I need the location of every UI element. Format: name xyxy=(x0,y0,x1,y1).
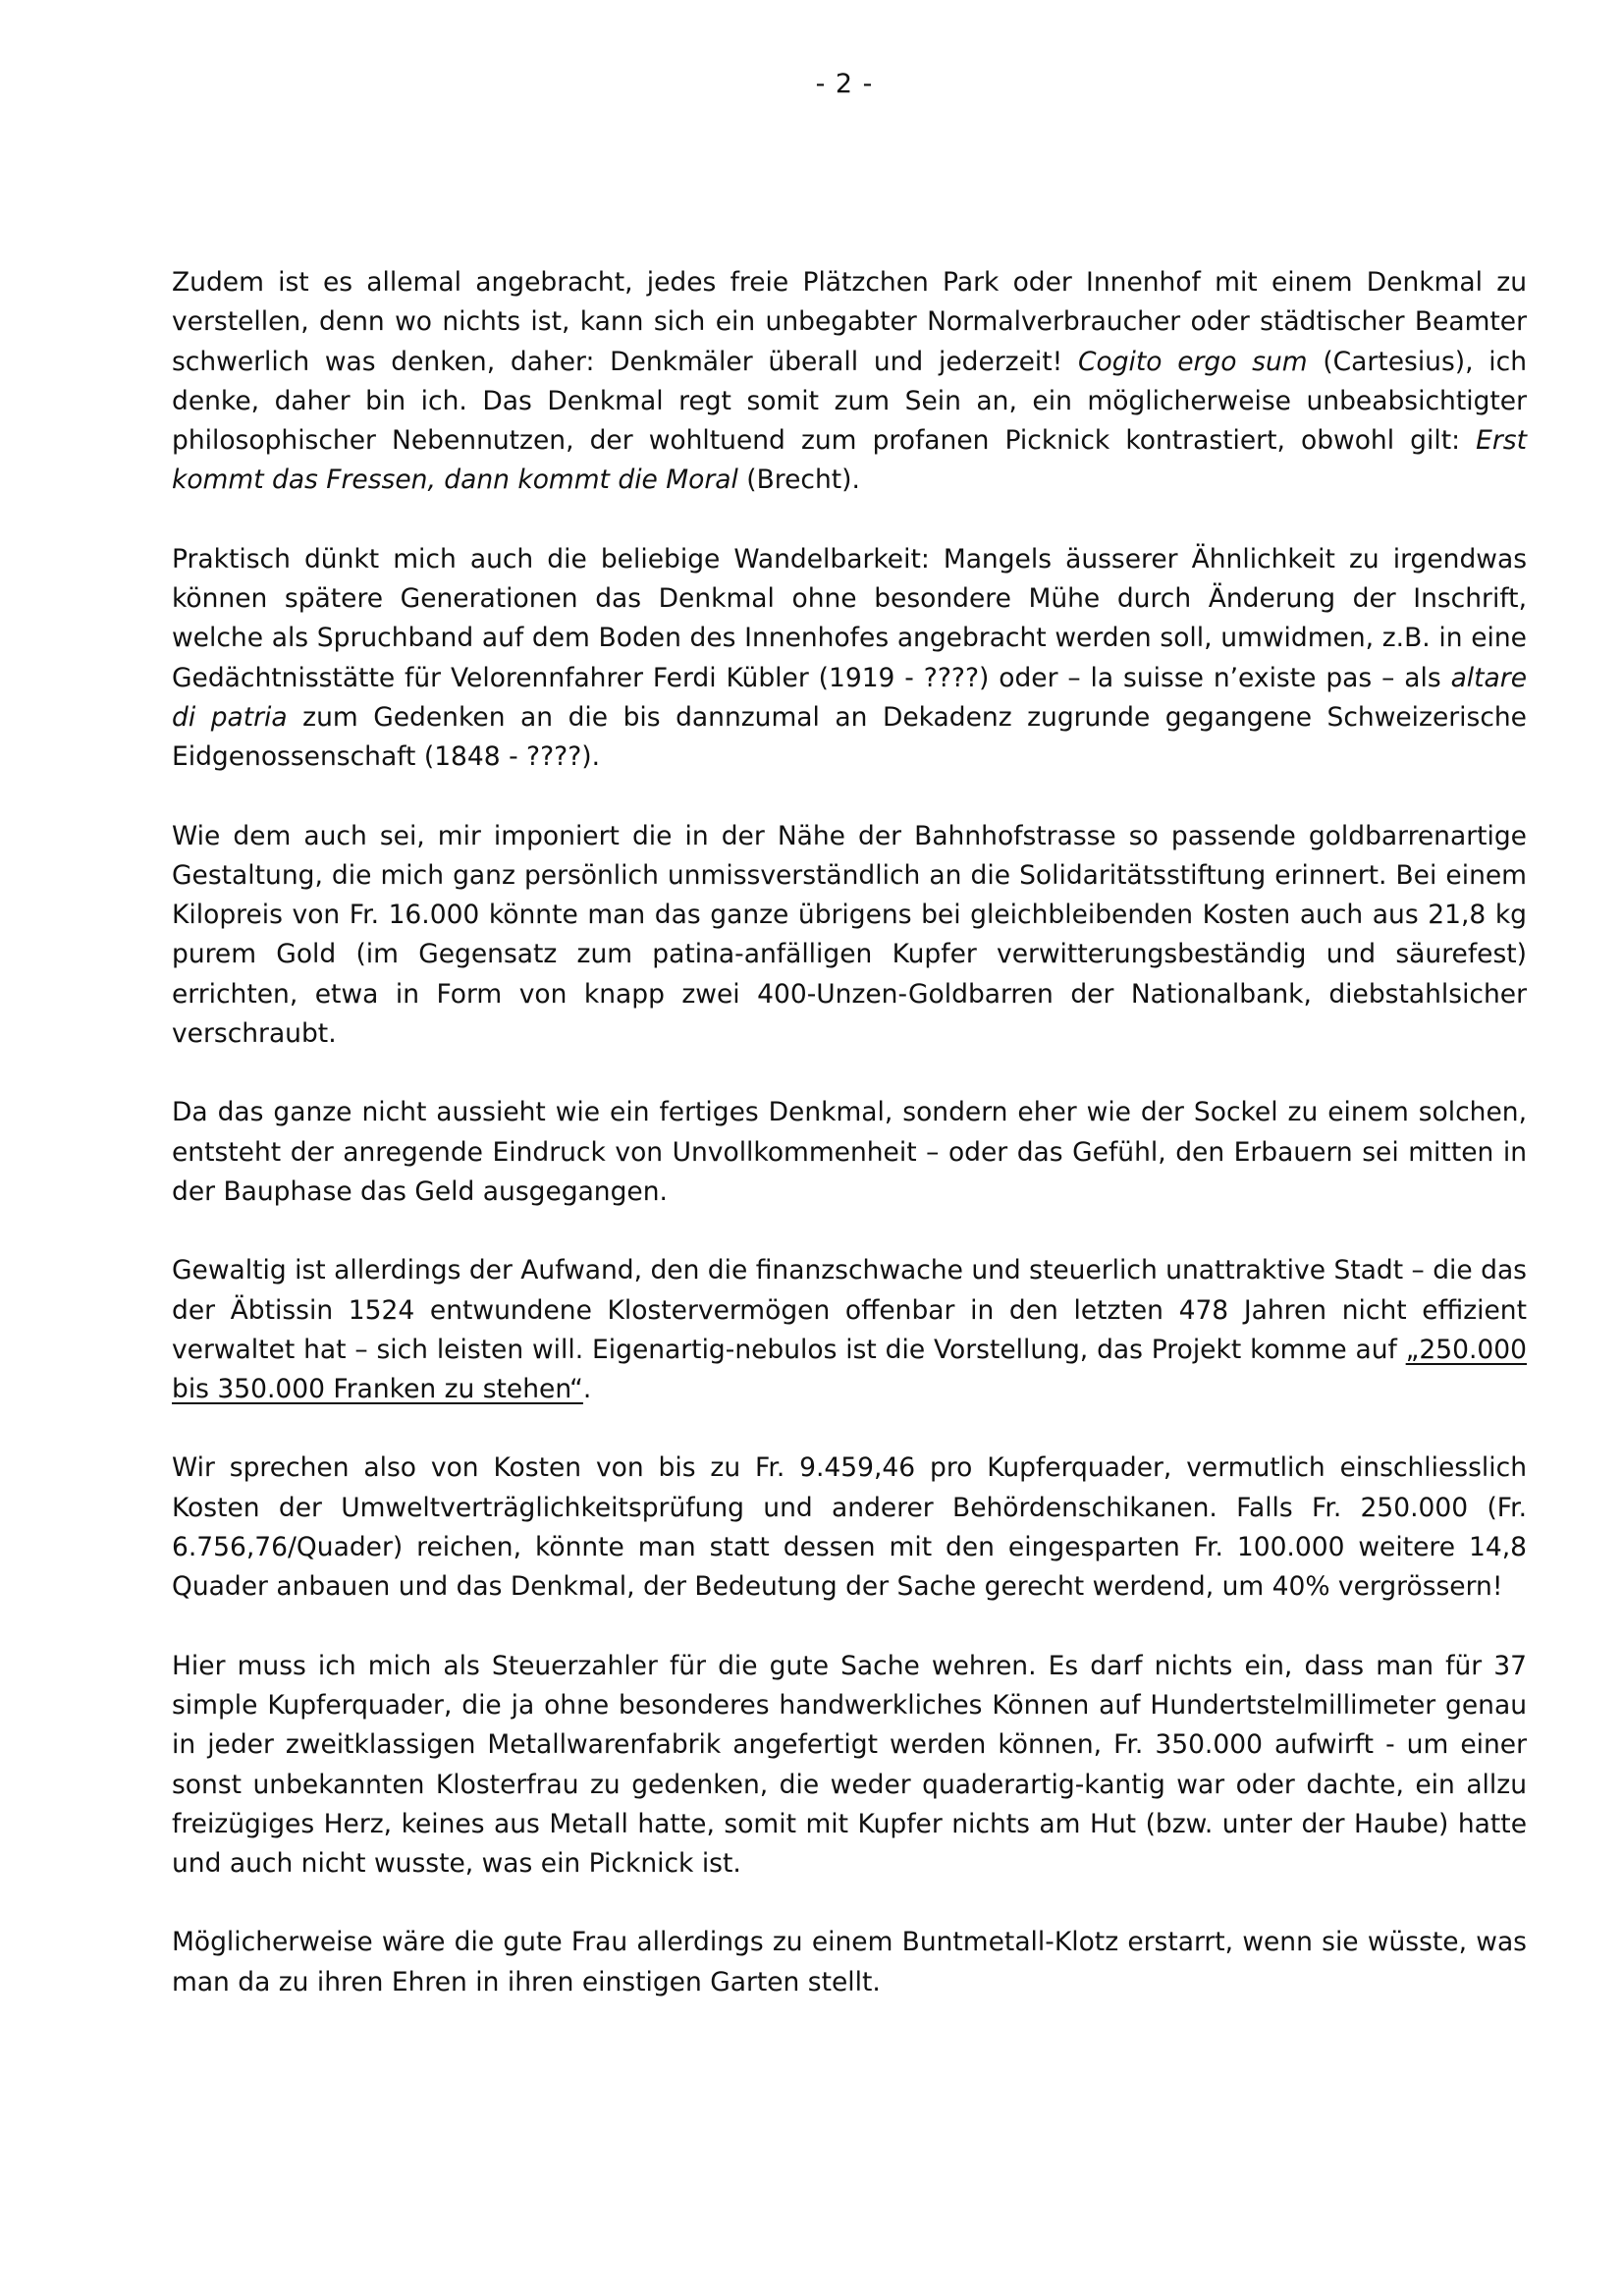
italic-text: Cogito ergo sum xyxy=(1077,346,1308,377)
italic-text: Erst kommt das Fressen, dann kommt die Moral xyxy=(172,425,1527,496)
text-segment: zum Gedenken an die bis dannzumal an Dekadenz zugrunde gegangene Schweizerische Eidgenossenschaft (1848 - ????). xyxy=(172,701,1527,773)
underlined-quote: „250.000 bis 350.000 Franken zu stehen“ xyxy=(172,1334,1527,1405)
text-segment: Gewaltig ist allerdings der Aufwand, den die finanzschwache und steuerlich unattraktive Stadt – die das der Äbtissin 1524 entwundene Klostervermögen offenbar in den letzten 478 Jahren nicht effizient verwaltet hat – sich leisten will. Eigenartig-nebulos ist die Vorstellung, das Projekt komme auf xyxy=(172,1255,1527,1365)
text-segment: (Brecht). xyxy=(737,465,860,496)
paragraph xyxy=(172,817,1527,1055)
paragraph xyxy=(172,1647,1527,1885)
text-segment: . xyxy=(582,1374,592,1405)
italic-text: altare di patria xyxy=(172,662,1527,733)
paragraph xyxy=(172,263,1527,501)
paragraph xyxy=(172,1093,1527,1212)
page-number: - 2 - xyxy=(815,69,874,99)
paragraph xyxy=(172,1251,1527,1409)
paragraph xyxy=(172,540,1527,778)
text-segment: (Cartesius), ich denke, daher bin ich. Das Denkmal regt somit zum Sein an, ein möglicherweise unbeabsichtigter philosophischer Nebennutzen, der wohltuend zum profanen Picknick kontrastiert, obwohl gilt: xyxy=(172,346,1527,457)
text-segment: Möglicherweise wäre die gute Frau allerdings zu einem Buntmetall-Klotz erstarrt, wenn sie wüsste, was man da zu ihren Ehren in ihren einstigen Garten stellt. xyxy=(172,1927,1527,1997)
text-segment: Zudem ist es allemal angebracht, jedes freie Plätzchen Park oder Innenhof mit einem Denkmal zu verstellen, denn wo nichts ist, kann sich ein unbegabter Normalverbraucher oder städtischer Beamter schwerlich was denken, daher: Denkmäler überall und jederzeit! xyxy=(172,267,1527,377)
text-segment: Hier muss ich mich als Steuerzahler für die gute Sache wehren. Es darf nichts ein, dass man für 37 simple Kupferquader, die ja ohne besonderes handwerkliches Können auf Hundertstelmillimeter genau in jeder zweitklassigen Metallwarenfabrik angefertigt werden können, Fr. 350.000 aufwirft - um einer sonst unbekannten Klosterfrau zu gedenken, die weder quaderartig-kantig war oder dachte, ein allzu freizügiges Herz, keines aus Metall hatte, somit mit Kupfer nichts am Hut (bzw. unter der Haube) hatte und auch nicht wusste, was ein Picknick ist. xyxy=(172,1650,1527,1880)
text-segment: Da das ganze nicht aussieht wie ein fertiges Denkmal, sondern eher wie der Sockel zu einem solchen, entsteht der anregende Eindruck von Unvollkommenheit – oder das Gefühl, den Erbauern sei mitten in der Bauphase das Geld ausgegangen. xyxy=(172,1097,1527,1207)
paragraph xyxy=(172,1923,1527,2002)
text-segment: Praktisch dünkt mich auch die beliebige Wandelbarkeit: Mangels äusserer Ähnlichkeit zu irgendwas können spätere Generationen das Denkmal ohne besondere Mühe durch Änderung der Inschrift, welche als Spruchband auf dem Boden des Innenhofes angebracht werden soll, umwidmen, z.B. in eine Gedächtnisstätte für Velorennfahrer Ferdi Kübler (1919 - ????) oder – la suisse n’existe pas – als xyxy=(172,543,1527,693)
text-segment: Wie dem auch sei, mir imponiert die in der Nähe der Bahnhofstrasse so passende goldbarrenartige Gestaltung, die mich ganz persönlich unmissverständlich an die Solidaritätsstiftung erinnert. Bei einem Kilopreis von Fr. 16.000 könnte man das ganze übrigens bei gleichbleibenden Kosten auch aus 21,8 kg purem Gold (im Gegensatz zum patina-anfälligen Kupfer verwitterungsbeständig und säurefest) errichten, etwa in Form von knapp zwei 400-Unzen-Goldbarren der Nationalbank, diebstahlsicher verschraubt. xyxy=(172,820,1527,1050)
paragraph xyxy=(172,1449,1527,1607)
text-segment: Wir sprechen also von Kosten von bis zu Fr. 9.459,46 pro Kupferquader, vermutlich einschliesslich Kosten der Umweltverträglichkeitsprüfung und anderer Behördenschikanen. Falls Fr. 250.000 (Fr. 6.756,76/Quader) reichen, könnte man statt dessen mit den eingesparten Fr. 100.000 weitere 14,8 Quader anbauen und das Denkmal, der Bedeutung der Sache gerecht werdend, um 40% vergrössern! xyxy=(172,1452,1527,1603)
document-body xyxy=(172,263,1527,2042)
